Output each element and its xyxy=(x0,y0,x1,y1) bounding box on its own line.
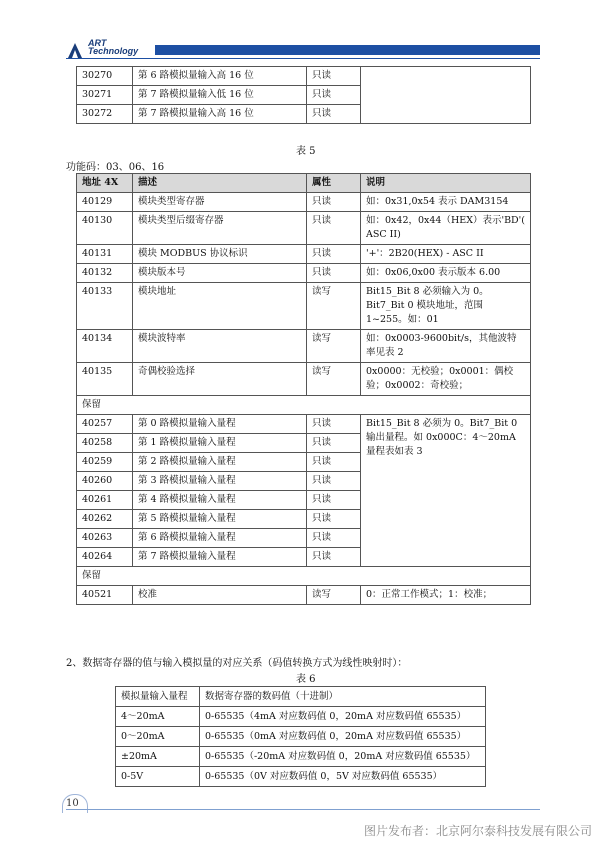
table-row: ±20mA 0-65535（-20mA 对应数码值 0，20mA 对应数码值 65535） xyxy=(116,747,486,767)
table-row: 40264 第 7 路模拟量输入量程 只读 xyxy=(77,548,531,567)
section-heading: 2、数据寄存器的值与输入模拟量的对应关系（码值转换方式为线性映射时）： xyxy=(66,658,408,669)
table-row: 30272 第 7 路模拟量输入高 16 位 只读 xyxy=(77,105,531,124)
table-header-row: 模拟量输入量程 数据寄存器的数码值（十进制） xyxy=(116,687,486,707)
page-number: 10 xyxy=(66,798,79,809)
table-row: 40131 模块 MODBUS 协议标识 只读 '+'：2B20(HEX) - ASC II xyxy=(77,245,531,264)
table-row: 40259 第 2 路模拟量输入量程 只读 xyxy=(77,453,531,472)
table-row: 0～20mA 0-65535（0mA 对应数码值 0，20mA 对应数码值 65535） xyxy=(116,727,486,747)
table-row: 40130 模块类型后缀寄存器 只读 如：0x42，0x44（HEX）表示'BD'( ASC II) xyxy=(77,212,531,245)
footer-divider xyxy=(66,809,540,810)
table-row: 40261 第 4 路模拟量输入量程 只读 xyxy=(77,491,531,510)
header-divider xyxy=(66,58,540,59)
logo-text: ART Technology xyxy=(88,38,139,56)
table-row: 40263 第 6 路模拟量输入量程 只读 xyxy=(77,529,531,548)
table-row: 40257 第 0 路模拟量输入量程 只读 Bit15_Bit 8 必须为 0。Bit7_Bit 0 输出量程。如 0x000C：4～20mA量程表如表 3 xyxy=(77,415,531,434)
reserved-row: 保留 xyxy=(77,396,531,415)
function-code-label: 功能码：03、06、16 xyxy=(66,162,165,173)
reserved-row: 保留 xyxy=(77,567,531,586)
table-row: 30270 第 6 路模拟量输入高 16 位 只读 xyxy=(77,67,531,86)
table5-caption: 表 5 xyxy=(296,146,316,157)
range-mapping-table xyxy=(115,686,486,787)
header-bar xyxy=(155,45,540,55)
table-row: 40133 模块地址 读写 Bit15_Bit 8 必须输入为 0。Bit7_Bit 0 模块地址，范围 1~255。如：01 xyxy=(77,283,531,330)
table-row: 40132 模块版本号 只读 如：0x06,0x00 表示版本 6.00 xyxy=(77,264,531,283)
table-row: 40135 奇偶校验选择 读写 0x0000：无校验；0x0001：偶校验；0x0002：奇校验； xyxy=(77,363,531,396)
table-row: 40258 第 1 路模拟量输入量程 只读 xyxy=(77,434,531,453)
table6-caption: 表 6 xyxy=(296,674,316,685)
table-row: 40134 模块波特率 读写 如：0x0003-9600bit/s，其他波特率见表 2 xyxy=(77,330,531,363)
register-table-continued xyxy=(76,66,531,124)
table-row: 40260 第 3 路模拟量输入量程 只读 xyxy=(77,472,531,491)
range-note: Bit15_Bit 8 必须为 0。Bit7_Bit 0 输出量程。如 0x000C：4～20mA量程表如表 3 xyxy=(361,415,531,567)
table-row: 4～20mA 0-65535（4mA 对应数码值 0，20mA 对应数码值 65535） xyxy=(116,707,486,727)
table-row: 40262 第 5 路模拟量输入量程 只读 xyxy=(77,510,531,529)
table-row: 30271 第 7 路模拟量输入低 16 位 只读 xyxy=(77,86,531,105)
table-header-row: 地址 4X 描述 属性 说明 xyxy=(77,174,531,193)
holding-register-table xyxy=(76,173,531,605)
table-row: 40129 模块类型寄存器 只读 如：0x31,0x54 表示 DAM3154 xyxy=(77,193,531,212)
table-row: 0-5V 0-65535（0V 对应数码值 0，5V 对应数码值 65535） xyxy=(116,767,486,787)
table-row: 40521 校准 读写 0：正常工作模式；1：校准； xyxy=(77,586,531,605)
publisher-credit: 图片发布者：北京阿尔泰科技发展有限公司 xyxy=(363,824,592,838)
